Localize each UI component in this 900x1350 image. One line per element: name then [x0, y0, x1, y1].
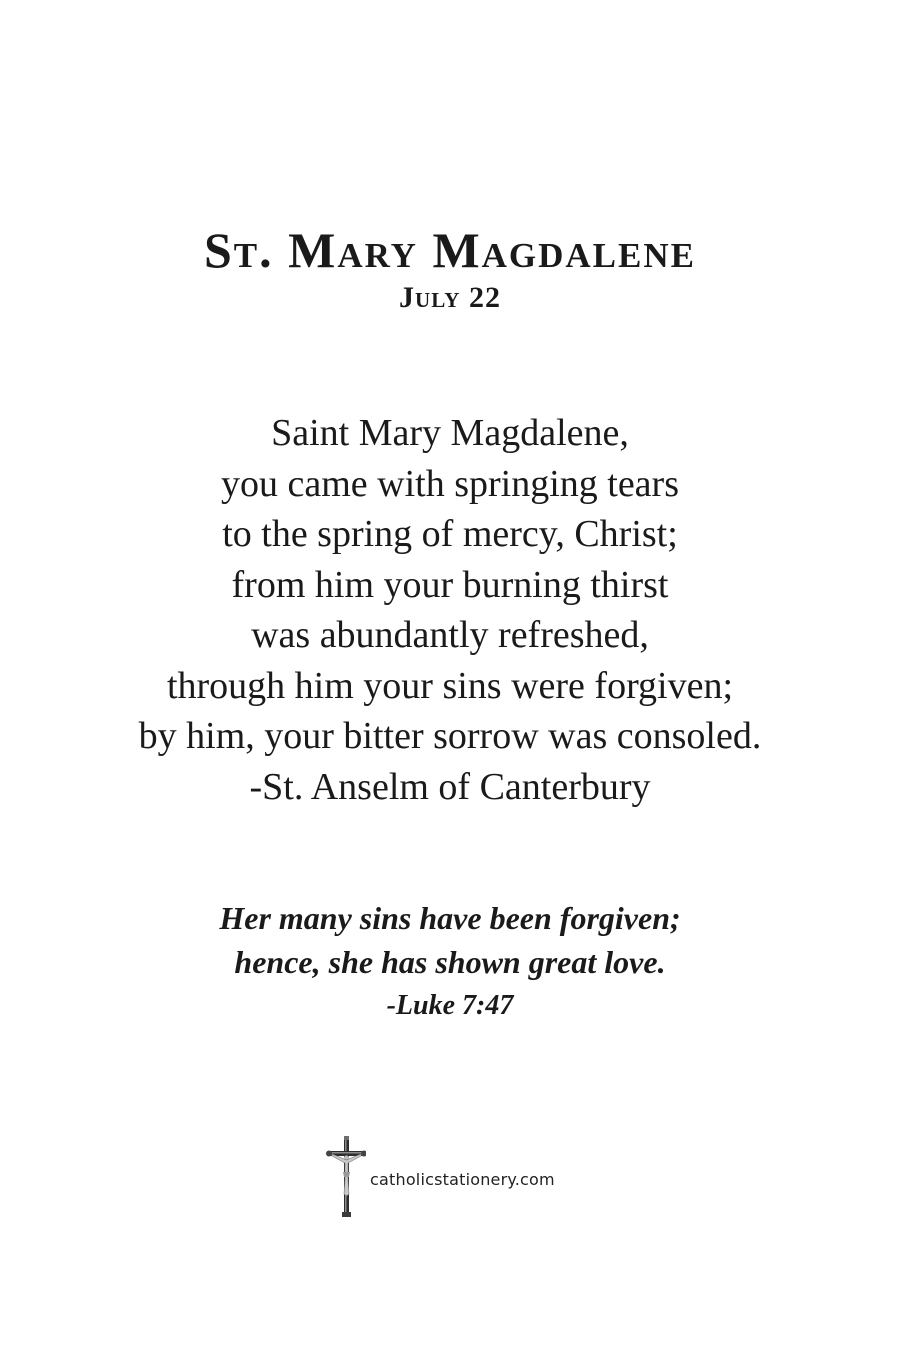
prayer-line: you came with springing tears: [220, 462, 679, 505]
prayer-line: to the spring of mercy, Christ;: [222, 513, 678, 555]
scripture-verse: [0, 896, 900, 1028]
website-link[interactable]: catholicstationery.com: [370, 1170, 555, 1189]
feast-date: July 22: [399, 281, 501, 314]
prayer-line: by him, your bitter sorrow was consoled.: [138, 715, 762, 757]
prayer-line: through him your sins were forgiven;: [166, 664, 734, 707]
footer: [326, 1136, 586, 1218]
crucifix-icon: [326, 1136, 366, 1218]
verse-citation: -Luke 7:47: [386, 990, 514, 1021]
prayer-line: from him your burning thirst: [231, 563, 669, 606]
prayer-attribution: -St. Anselm of Canterbury: [249, 765, 651, 808]
prayer-line: Saint Mary Magdalene,: [271, 412, 629, 454]
prayer-text: [0, 408, 900, 812]
prayer-line: was abundantly refreshed,: [251, 614, 649, 656]
verse-line: Her many sins have been forgiven;: [219, 900, 681, 936]
verse-line: hence, she has shown great love.: [234, 944, 666, 980]
page-title: St. Mary Magdalene: [204, 222, 696, 278]
